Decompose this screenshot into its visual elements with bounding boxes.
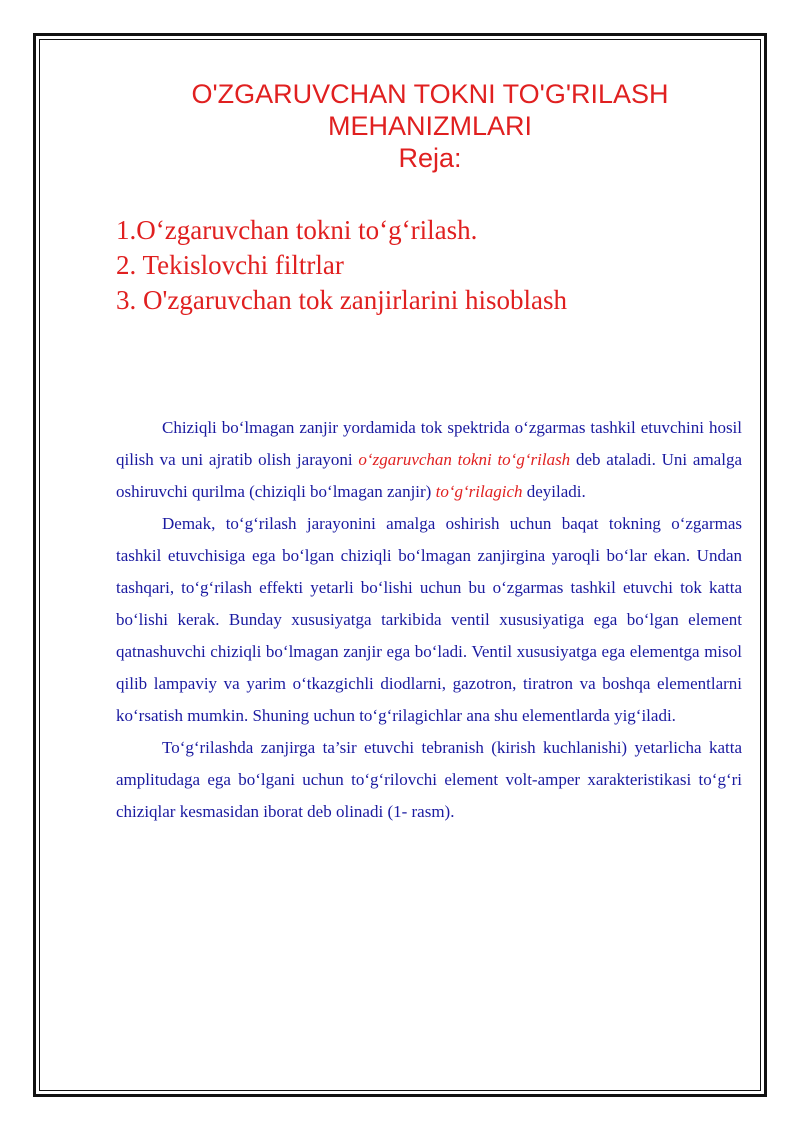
document-title (80, 78, 780, 174)
paragraph-1-part-3: deyiladi. (522, 482, 586, 501)
title-line-2: MEHANIZMLARI (327, 111, 533, 141)
paragraph-3: To‘g‘rilashda zanjirga ta’sir etuvchi tebranish (kirish kuchlanishi) yetarlicha katta amplitudaga ega bo‘lgani uchun to‘g‘rilovchi element volt-amper xarakteristikasi to‘g‘ri chiziqlar kesmasidan iborat deb olinadi (1- rasm). (116, 738, 742, 821)
plan-list (116, 213, 756, 318)
plan-heading: Reja: (398, 143, 462, 173)
plan-item: 2. Tekislovchi filtrlar (116, 250, 344, 280)
paragraph-2: Demak, to‘g‘rilash jarayonini amalga oshirish uchun baqat tokning o‘zgarmas tashkil etuvchisiga ega bo‘lgan chiziqli bo‘lmagan zanjirgina yaroqli bo‘lar ekan. Undan tashqari, to‘g‘rilash effekti yetarli bo‘lishi uchun bu o‘zgarmas tashkil etuvchi tok katta bo‘lishi kerak. Bunday xususiyatga tarkibida ventil xususiyatiga ega bo‘lgan element qatnashuvchi chiziqli bo‘lmagan zanjir ega bo‘ladi. Ventil xususiyatga ega elementga misol qilib lampaviy va yarim o‘tkazgichli diodlarni, gazotron, tiratron va boshqa elementlarni ko‘rsatish mumkin. Shuning uchun to‘g‘rilagichlar ana shu elementlarda yig‘iladi. (116, 514, 742, 725)
plan-item: 3. O'zgaruvchan tok zanjirlarini hisoblash (116, 285, 567, 315)
term-rectification: o‘zgaruvchan tokni to‘g‘rilash (358, 450, 571, 469)
plan-item: 1.O‘zgaruvchan tokni to‘g‘rilash. (116, 215, 478, 245)
paragraph-1-part-2: deb ataladi. Uni amalga oshiruvchi qurilma (chiziqli bo‘lmagan zanjir) (116, 450, 742, 501)
title-line-1: O'ZGARUVCHAN TOKNI TO'G'RILASH (191, 79, 669, 109)
paragraph-1-part-1: Chiziqli bo‘lmagan zanjir yordamida tok spektrida o‘zgarmas tashkil etuvchini hosil qilish va uni ajratib olish jarayoni (116, 418, 742, 469)
term-rectifier: to‘g‘rilagich (435, 482, 523, 501)
paragraph-1 (116, 412, 742, 508)
body-text (116, 412, 742, 828)
